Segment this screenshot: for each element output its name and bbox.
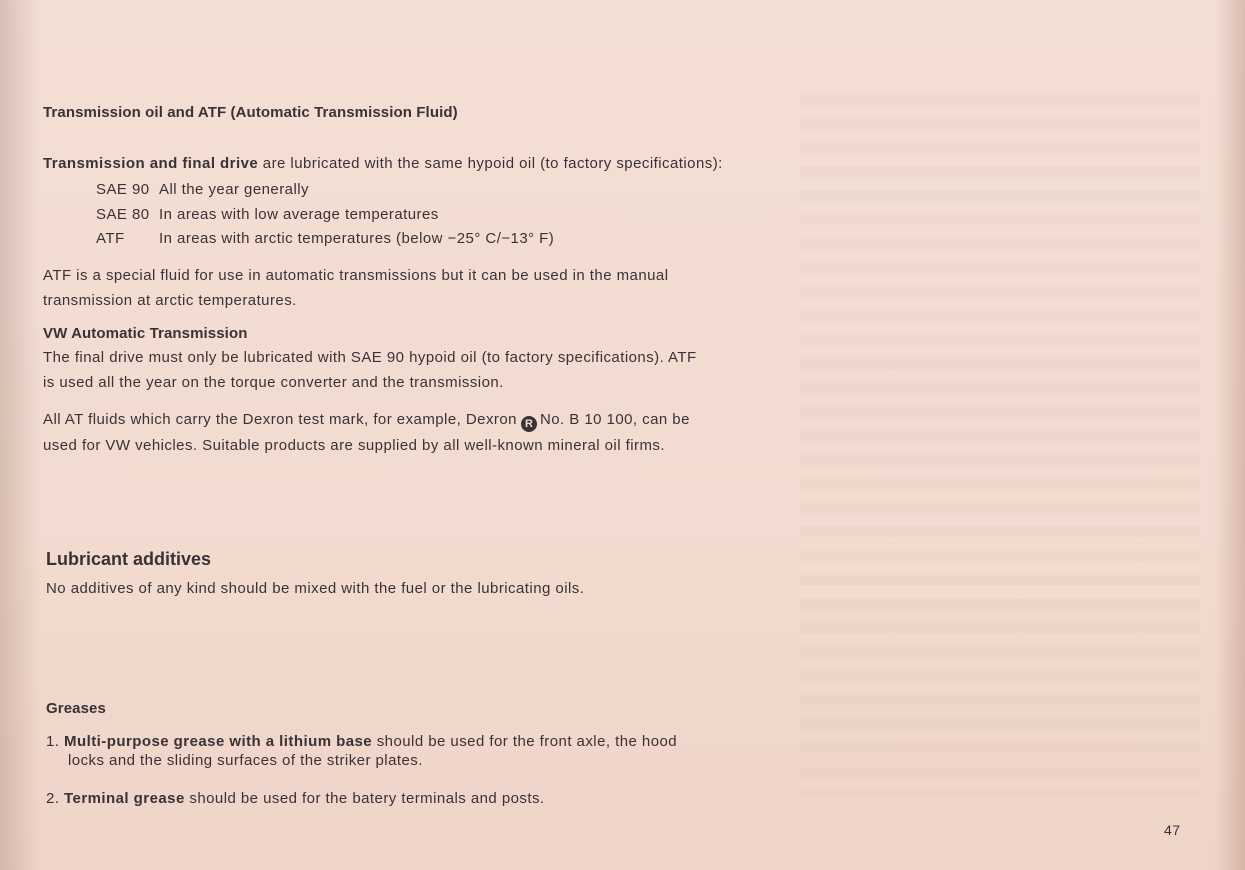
spec-code: SAE 90: [96, 181, 150, 198]
atf-note-line-1: ATF is a special fluid for use in automatic transmissions but it can be used in the manual: [43, 267, 669, 284]
spec-code: SAE 80: [96, 206, 150, 223]
spec-row-sae80: [96, 206, 439, 223]
section-title-lubricant-additives: Lubricant additives: [46, 549, 212, 569]
list-number: 1.: [46, 733, 60, 750]
section-title-transmission-oil: Transmission oil and ATF (Automatic Transmission Fluid): [43, 104, 458, 121]
dexron-line-2: used for VW vehicles. Suitable products are supplied by all well-known mineral oil firms.: [43, 437, 665, 454]
page-number: 47: [1164, 822, 1181, 838]
grease-item-1-line-2: locks and the sliding surfaces of the striker plates.: [68, 752, 423, 769]
list-number: 2.: [46, 790, 60, 807]
grease-item-1-bold: Multi-purpose grease with a lithium base: [64, 733, 373, 750]
spec-desc: In areas with arctic temperatures (below −25° C/−13° F): [159, 230, 555, 247]
dexron-line-1-pre: All AT fluids which carry the Dexron test mark, for example, Dexron: [43, 411, 517, 428]
grease-item-2: [46, 790, 545, 807]
transmission-intro: [43, 155, 723, 172]
grease-item-1-line-1: [46, 733, 677, 750]
grease-item-1-rest: should be used for the front axle, the hood: [372, 733, 678, 750]
transmission-intro-bold: Transmission and final drive: [43, 155, 259, 172]
facing-page-bleed-through: [800, 95, 1200, 795]
spec-desc: In areas with low average temperatures: [159, 206, 439, 223]
spec-code: ATF: [96, 230, 125, 247]
spec-row-atf: [96, 230, 554, 247]
section-title-greases: Greases: [46, 700, 106, 717]
vw-automatic-line-1: The final drive must only be lubricated with SAE 90 hypoid oil (to factory specifications). ATF: [43, 349, 697, 366]
spec-desc: All the year generally: [159, 181, 309, 198]
grease-item-2-rest: should be used for the batery terminals and posts.: [184, 790, 545, 807]
grease-item-2-bold: Terminal grease: [64, 790, 185, 807]
dexron-line-1-post: No. B 10 100, can be: [539, 411, 690, 428]
transmission-intro-rest: are lubricated with the same hypoid oil (to factory specifications):: [258, 155, 723, 172]
registered-trademark-icon: R: [521, 416, 537, 432]
atf-note-line-2: transmission at arctic temperatures.: [43, 292, 297, 309]
lubricant-additives-text: No additives of any kind should be mixed with the fuel or the lubricating oils.: [46, 580, 585, 597]
dexron-line-1: [43, 411, 690, 432]
vw-automatic-line-2: is used all the year on the torque converter and the transmission.: [43, 374, 504, 391]
section-title-vw-automatic: VW Automatic Transmission: [43, 325, 248, 342]
spec-row-sae90: [96, 181, 309, 198]
